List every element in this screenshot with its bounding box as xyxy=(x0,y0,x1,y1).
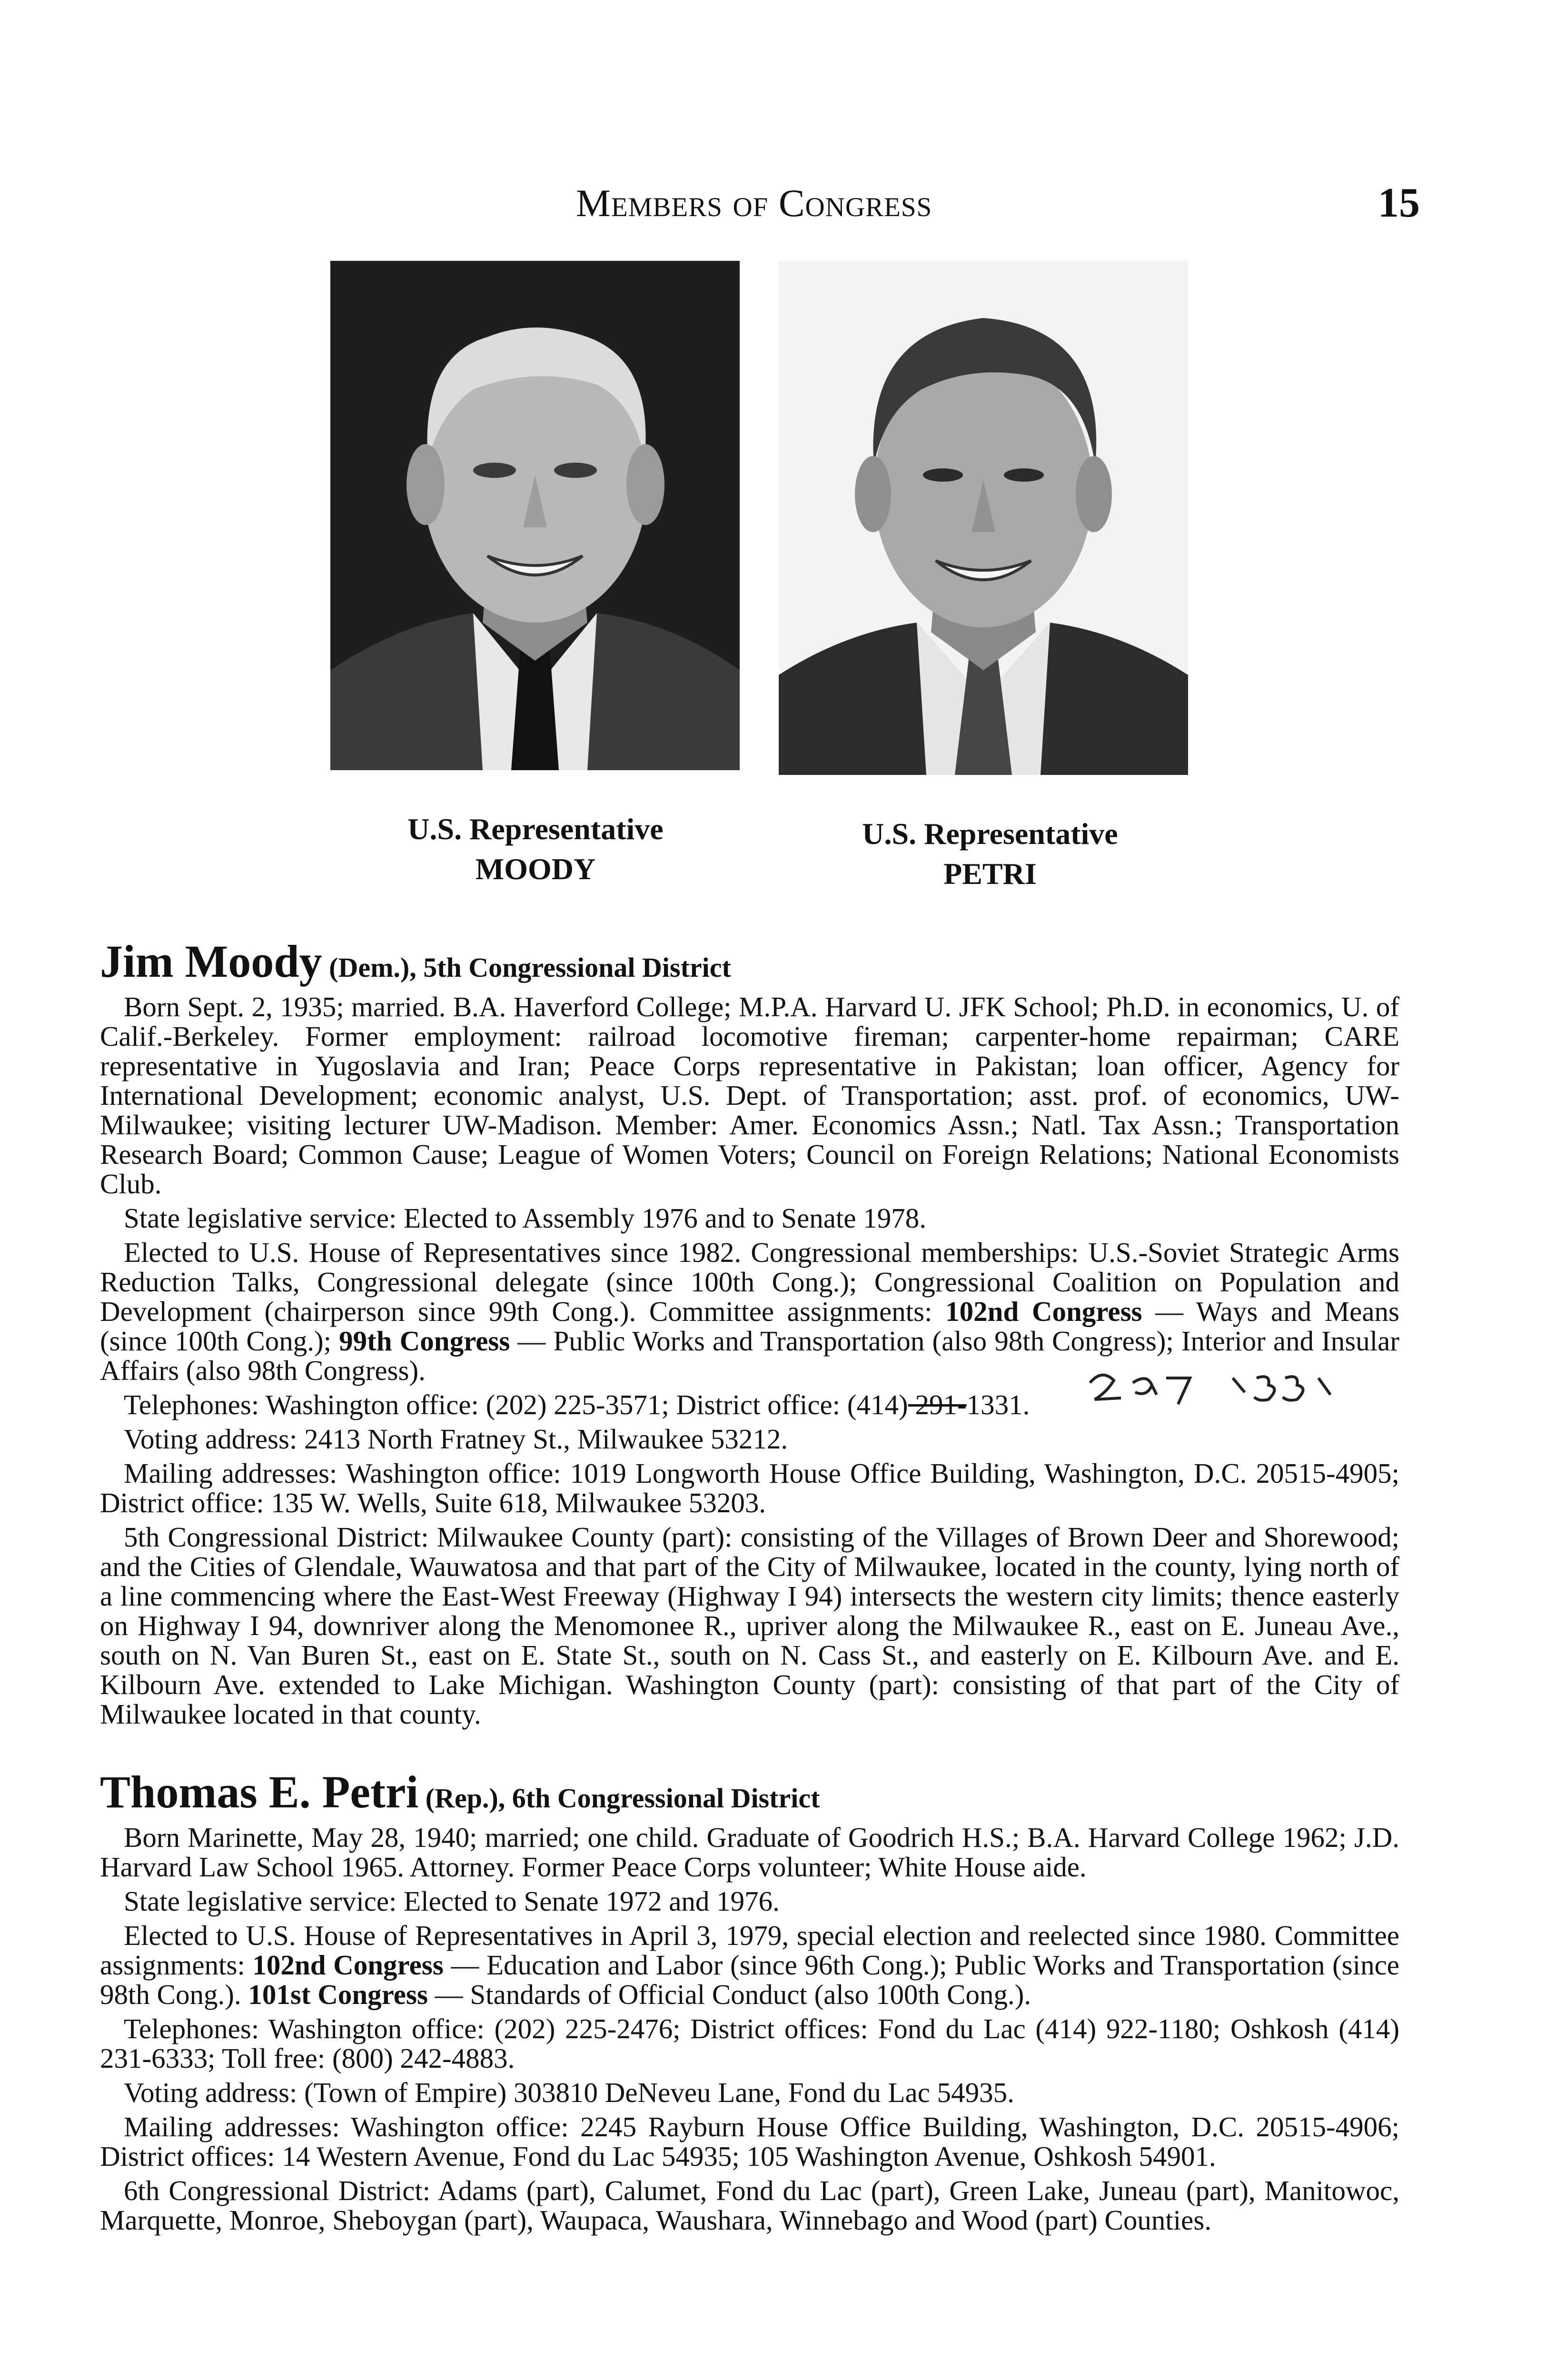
caption-moody-title: U.S. Representative xyxy=(407,812,664,846)
member-entry-moody xyxy=(100,936,1399,1734)
legislative-service: State legislative service: Elected to Senate 1972 and 1976. xyxy=(124,1885,780,1917)
running-head: Members of Congress xyxy=(576,181,932,225)
caption-petri-title: U.S. Representative xyxy=(862,817,1118,851)
member-heading xyxy=(100,1766,1399,1820)
district-description: 6th Congressional District: Adams (part), Calumet, Fond du Lac (part), Green Lake, Juneau (part), Manitowoc, Marquette, Monroe, Sheboygan (part), Waupaca, Waushara, Winnebago and Wood (part) Counties. xyxy=(100,2175,1399,2236)
member-party-district: (Rep.), 6th Congressional District xyxy=(418,1783,820,1814)
congress-service: Elected to U.S. House of Representatives in April 3, 1979, special election and reelected since 1980. Committee assignments: 102nd Congress — Education and Labor (since 96th Cong.); Public Works and Transportation (since 98th Cong.). 101st Congress — Standards of Official Conduct (also 100th Cong.). xyxy=(100,1920,1399,2010)
caption-petri xyxy=(785,814,1195,894)
telephones: Telephones: Washington office: (202) 225-2476; District offices: Fond du Lac (414) 922-1180; Oshkosh (414) 231-6333; Toll free: (800) 242-4883. xyxy=(100,2013,1399,2074)
legislative-service: State legislative service: Elected to Assembly 1976 and to Senate 1978. xyxy=(124,1202,927,1234)
congress-service: Elected to U.S. House of Representatives since 1982. Congressional memberships: U.S.-Soviet Strategic Arms Reduction Talks, Congressional delegate (since 100th Cong.); Congressional Coalition on Population and Development (chairperson since 99th Cong.). Committee assignments: 102nd Congress — Ways and Means (since 100th Cong.); 99th Congress — Public Works and Transportation (also 98th Congress); Interior and Insular Affairs (also 98th Congress). xyxy=(100,1237,1399,1386)
member-name: Thomas E. Petri xyxy=(100,1766,419,1817)
bio-paragraph: Born Sept. 2, 1935; married. B.A. Haverford College; M.P.A. Harvard U. JFK School; Ph.D. in economics, U. of Calif.-Berkeley. Former employment: railroad locomotive fireman; carpenter-home repairman; CARE representative in Yugoslavia and Iran; Peace Corps representative in Pakistan; loan officer, Agency for International Development; economic analyst, U.S. Dept. of Transportation; asst. prof. of economics, UW-Milwaukee; visiting lecturer UW-Madison. Member: Amer. Economics Assn.; Natl. Tax Assn.; Transportation Research Board; Common Cause; League of Women Voters; Council on Foreign Relations; National Economists Club. xyxy=(100,991,1399,1200)
mailing-addresses: Mailing addresses: Washington office: 1019 Longworth House Office Building, Washington, D.C. 20515-4905; District office: 135 W. Wells, Suite 618, Milwaukee 53203. xyxy=(100,1458,1399,1518)
member-party-district: (Dem.), 5th Congressional District xyxy=(322,952,731,983)
voting-address: Voting address: (Town of Empire) 303810 DeNeveu Lane, Fond du Lac 54935. xyxy=(124,2077,1014,2108)
bio-paragraph: Born Marinette, May 28, 1940; married; one child. Graduate of Goodrich H.S.; B.A. Harvard College 1962; J.D. Harvard Law School 1965. Attorney. Former Peace Corps volunteer; White House aide. xyxy=(100,1822,1399,1883)
page-number: 15 xyxy=(1378,180,1420,226)
caption-moody-name: MOODY xyxy=(475,852,596,886)
caption-moody xyxy=(333,809,738,889)
member-name: Jim Moody xyxy=(100,936,322,987)
telephones: Telephones: Washington office: (202) 225-3571; District office: (414) 291-1331. xyxy=(124,1389,1030,1420)
member-entry-petri xyxy=(100,1766,1399,2240)
struck-out-text: 291- xyxy=(908,1389,967,1420)
mailing-addresses: Mailing addresses: Washington office: 2245 Rayburn House Office Building, Washington, D.C. 20515-4906; District offices: 14 Western Avenue, Fond du Lac 54935; 105 Washington Avenue, Oshkosh 54901. xyxy=(100,2111,1399,2172)
portrait-moody-image xyxy=(330,261,740,770)
portrait-petri-image xyxy=(779,261,1188,775)
voting-address: Voting address: 2413 North Fratney St., Milwaukee 53212. xyxy=(124,1423,788,1455)
page-header xyxy=(0,181,1546,233)
handwritten-note xyxy=(1080,1359,1366,1416)
member-heading xyxy=(100,936,1399,989)
caption-petri-name: PETRI xyxy=(943,857,1037,891)
district-description: 5th Congressional District: Milwaukee County (part): consisting of the Villages of Brown Deer and Shorewood; and the Cities of Glendale, Wauwatosa and that part of the City of Milwaukee, located in the county, lying north of a line commencing where the East-West Freeway (Highway I 94) intersects the western city limits; thence easterly on Highway I 94, downriver along the Menomonee R., upriver along the Milwaukee R., east on E. Juneau Ave., south on N. Van Buren St., east on E. State St., south on N. Cass St., and easterly on E. Kilbourn Ave. and E. Kilbourn Ave. extended to Lake Michigan. Washington County (part): consisting of that part of the City of Milwaukee located in that county. xyxy=(100,1521,1399,1730)
